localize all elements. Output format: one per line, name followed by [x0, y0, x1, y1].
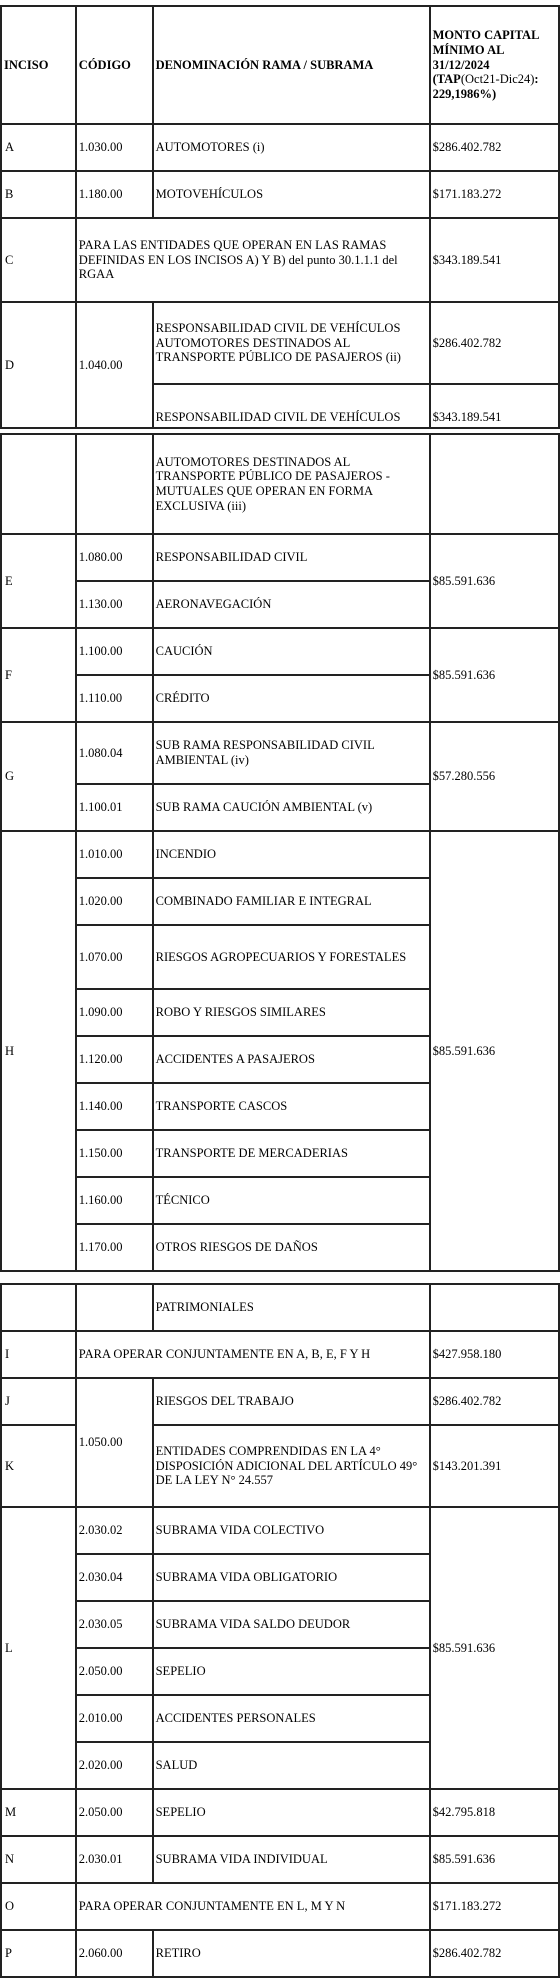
table-row-f: [1, 628, 559, 675]
codigo-cell: 1.050.00: [76, 1378, 153, 1507]
capital-table-part-1: [0, 5, 560, 429]
table-row-l: [1, 1507, 559, 1554]
header-monto-tap-period: (Oct21-Dic24): [460, 72, 535, 87]
header-monto-tap-open: (TAP: [432, 72, 461, 87]
codigo-cell: 1.020.00: [76, 878, 153, 925]
denominacion-cell: AUTOMOTORES DESTINADOS AL TRANSPORTE PÚBLICO DE PASAJEROS - MUTUALES QUE OPERAN EN FORMA EXCLUSIVA (iii): [153, 434, 430, 534]
denominacion-cell: SUBRAMA VIDA SALDO DEUDOR: [153, 1601, 430, 1648]
table-row-e: [1, 534, 559, 581]
codigo-cell: 2.030.02: [76, 1507, 153, 1554]
monto-cell: [430, 434, 559, 534]
inciso-cell: E: [1, 534, 76, 628]
inciso-cell: D: [1, 302, 76, 428]
table-row-n: [1, 1836, 559, 1883]
denominacion-cell: PATRIMONIALES: [153, 1284, 430, 1331]
codigo-cell: 1.090.00: [76, 989, 153, 1036]
header-inciso: INCISO: [1, 6, 76, 124]
monto-cell: $286.402.782: [430, 1930, 559, 1977]
table-row-m: [1, 1789, 559, 1836]
inciso-cell: I: [1, 1331, 76, 1378]
denominacion-cell: SEPELIO: [153, 1789, 430, 1836]
monto-cell: $286.402.782: [430, 124, 559, 171]
monto-cell: $42.795.818: [430, 1789, 559, 1836]
denominacion-cell: RESPONSABILIDAD CIVIL DE VEHÍCULOS AUTOMOTORES DESTINADOS AL TRANSPORTE PÚBLICO DE PASAJEROS (ii): [153, 302, 430, 384]
inciso-cell: [1, 1284, 76, 1331]
denominacion-cell: SALUD: [153, 1742, 430, 1789]
monto-cell: $343.189.541: [430, 384, 559, 428]
monto-cell: $171.183.272: [430, 171, 559, 218]
inciso-cell: P: [1, 1930, 76, 1977]
denominacion-cell: SUBRAMA VIDA OBLIGATORIO: [153, 1554, 430, 1601]
denominacion-cell: CRÉDITO: [153, 675, 430, 722]
denominacion-cell: ROBO Y RIESGOS SIMILARES: [153, 989, 430, 1036]
inciso-cell: J: [1, 1378, 76, 1425]
monto-cell: $85.591.636: [430, 534, 559, 628]
table-row-o: [1, 1883, 559, 1930]
inciso-cell: G: [1, 722, 76, 831]
codigo-cell: 2.030.04: [76, 1554, 153, 1601]
codigo-cell: 1.120.00: [76, 1036, 153, 1083]
table-header-row: [1, 6, 559, 124]
denominacion-cell: ENTIDADES COMPRENDIDAS EN LA 4° DISPOSICIÓN ADICIONAL DEL ARTÍCULO 49° DE LA LEY N° 24.557: [153, 1425, 430, 1507]
codigo-cell: 1.150.00: [76, 1130, 153, 1177]
codigo-cell: 2.050.00: [76, 1789, 153, 1836]
inciso-cell: F: [1, 628, 76, 722]
codigo-cell: 1.140.00: [76, 1083, 153, 1130]
denominacion-cell: SEPELIO: [153, 1648, 430, 1695]
table-row-i: [1, 1331, 559, 1378]
codigo-cell: 2.060.00: [76, 1930, 153, 1977]
codigo-cell: 1.040.00: [76, 302, 153, 428]
denominacion-cell: RESPONSABILIDAD CIVIL DE VEHÍCULOS: [153, 384, 430, 428]
codigo-cell: 2.030.01: [76, 1836, 153, 1883]
codigo-cell: 2.010.00: [76, 1695, 153, 1742]
monto-cell: $343.189.541: [430, 218, 559, 302]
denominacion-cell: TRANSPORTE DE MERCADERIAS: [153, 1130, 430, 1177]
monto-cell: $85.591.636: [430, 1836, 559, 1883]
table-row-d-continued: [1, 434, 559, 534]
inciso-cell: B: [1, 171, 76, 218]
denominacion-cell: SUBRAMA VIDA INDIVIDUAL: [153, 1836, 430, 1883]
table-row-j: [1, 1378, 559, 1425]
inciso-cell: N: [1, 1836, 76, 1883]
table-row-c: [1, 218, 559, 302]
codigo-cell: [76, 1284, 153, 1331]
inciso-cell: L: [1, 1507, 76, 1789]
denominacion-cell: RETIRO: [153, 1930, 430, 1977]
denominacion-cell: INCENDIO: [153, 831, 430, 878]
codigo-cell: 2.030.05: [76, 1601, 153, 1648]
codigo-cell: 1.160.00: [76, 1177, 153, 1224]
denominacion-cell: RIESGOS AGROPECUARIOS Y FORESTALES: [153, 925, 430, 989]
monto-cell: $143.201.391: [430, 1425, 559, 1507]
monto-cell: $85.591.636: [430, 831, 559, 1271]
denominacion-cell: RIESGOS DEL TRABAJO: [153, 1378, 430, 1425]
header-monto-tap-value: : 229,1986%): [432, 72, 539, 102]
header-monto-date: MONTO CAPITAL MÍNIMO AL 31/12/2024: [432, 28, 539, 72]
table-row-h-continued: [1, 1284, 559, 1331]
denominacion-cell: PARA LAS ENTIDADES QUE OPERAN EN LAS RAMAS DEFINIDAS EN LOS INCISOS A) Y B) del punto 30.1.1.1 del RGAA: [76, 218, 430, 302]
table-row-g: [1, 722, 559, 784]
codigo-cell: 2.020.00: [76, 1742, 153, 1789]
capital-table-part-2: [0, 433, 560, 1272]
denominacion-cell: MOTOVEHÍCULOS: [153, 171, 430, 218]
monto-cell: $427.958.180: [430, 1331, 559, 1378]
monto-cell: [430, 1284, 559, 1331]
codigo-cell: 1.110.00: [76, 675, 153, 722]
monto-cell: $85.591.636: [430, 628, 559, 722]
inciso-cell: [1, 434, 76, 534]
denominacion-cell: OTROS RIESGOS DE DAÑOS: [153, 1224, 430, 1271]
codigo-cell: 1.010.00: [76, 831, 153, 878]
codigo-cell: 1.030.00: [76, 124, 153, 171]
table-row-d: [1, 302, 559, 384]
inciso-cell: A: [1, 124, 76, 171]
codigo-cell: 1.080.04: [76, 722, 153, 784]
codigo-cell: 1.070.00: [76, 925, 153, 989]
codigo-cell: [76, 434, 153, 534]
codigo-cell: 1.100.01: [76, 784, 153, 831]
denominacion-cell: COMBINADO FAMILIAR E INTEGRAL: [153, 878, 430, 925]
table-row-a: [1, 124, 559, 171]
denominacion-cell: SUB RAMA RESPONSABILIDAD CIVIL AMBIENTAL (iv): [153, 722, 430, 784]
monto-cell: $171.183.272: [430, 1883, 559, 1930]
monto-cell: $57.280.556: [430, 722, 559, 831]
header-codigo: CÓDIGO: [76, 6, 153, 124]
codigo-cell: 1.080.00: [76, 534, 153, 581]
codigo-cell: 1.170.00: [76, 1224, 153, 1271]
inciso-cell: C: [1, 218, 76, 302]
monto-cell: $85.591.636: [430, 1507, 559, 1789]
denominacion-cell: AERONAVEGACIÓN: [153, 581, 430, 628]
codigo-cell: 1.130.00: [76, 581, 153, 628]
denominacion-cell: TRANSPORTE CASCOS: [153, 1083, 430, 1130]
denominacion-cell: AUTOMOTORES (i): [153, 124, 430, 171]
header-monto: [430, 6, 559, 124]
inciso-cell: O: [1, 1883, 76, 1930]
table-row-b: [1, 171, 559, 218]
inciso-cell: H: [1, 831, 76, 1271]
denominacion-cell: CAUCIÓN: [153, 628, 430, 675]
denominacion-cell: RESPONSABILIDAD CIVIL: [153, 534, 430, 581]
inciso-cell: M: [1, 1789, 76, 1836]
denominacion-cell: PARA OPERAR CONJUNTAMENTE EN L, M Y N: [76, 1883, 430, 1930]
codigo-cell: 1.100.00: [76, 628, 153, 675]
monto-cell: $286.402.782: [430, 302, 559, 384]
codigo-cell: 2.050.00: [76, 1648, 153, 1695]
denominacion-cell: SUBRAMA VIDA COLECTIVO: [153, 1507, 430, 1554]
denominacion-cell: TÉCNICO: [153, 1177, 430, 1224]
codigo-cell: 1.180.00: [76, 171, 153, 218]
inciso-cell: K: [1, 1425, 76, 1507]
denominacion-cell: SUB RAMA CAUCIÓN AMBIENTAL (v): [153, 784, 430, 831]
monto-cell: $286.402.782: [430, 1378, 559, 1425]
denominacion-cell: PARA OPERAR CONJUNTAMENTE EN A, B, E, F Y H: [76, 1331, 430, 1378]
denominacion-cell: ACCIDENTES A PASAJEROS: [153, 1036, 430, 1083]
capital-table-part-3: [0, 1283, 560, 1978]
denominacion-cell: ACCIDENTES PERSONALES: [153, 1695, 430, 1742]
table-row-p: [1, 1930, 559, 1977]
table-row-h: [1, 831, 559, 878]
header-denominacion: DENOMINACIÓN RAMA / SUBRAMA: [153, 6, 430, 124]
